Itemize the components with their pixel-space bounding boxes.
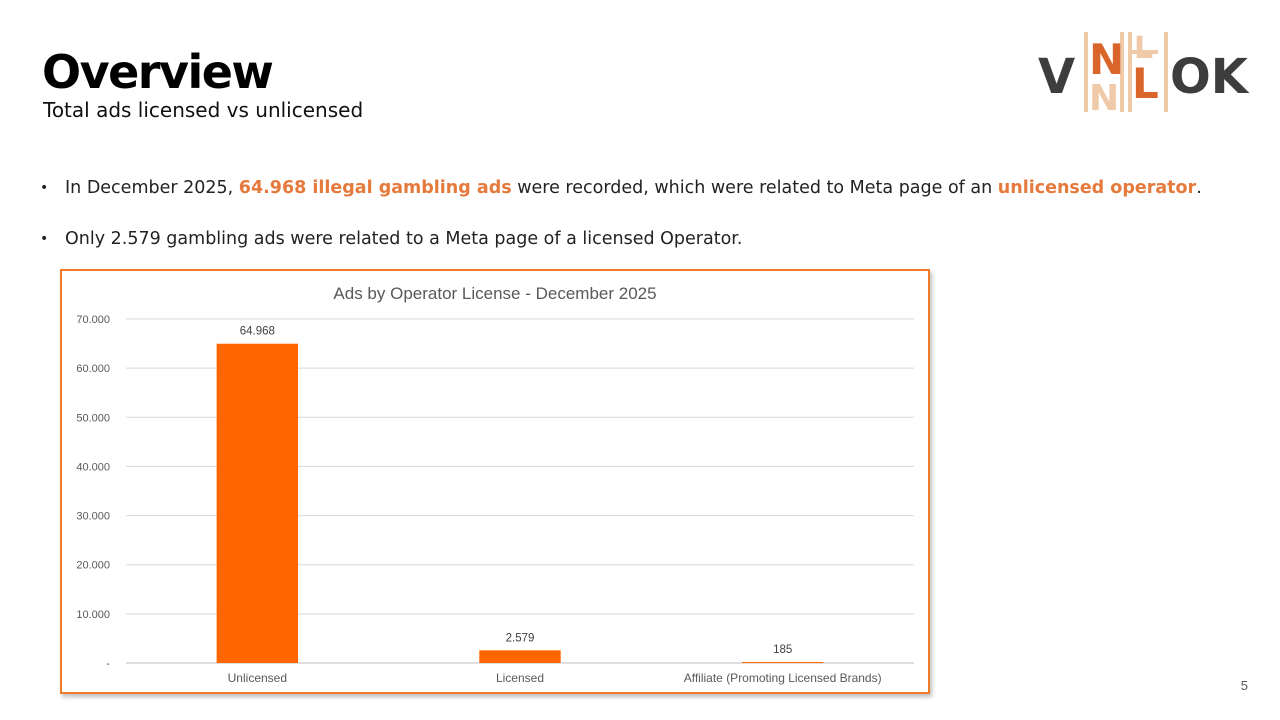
y-tick-label: 40.000 <box>76 461 110 474</box>
bar <box>479 650 560 663</box>
logo-letter-n-bottom: N <box>1089 78 1120 116</box>
x-tick-label: Licensed <box>495 671 545 685</box>
y-tick-label: 10.000 <box>76 608 110 621</box>
bullet-1-text-start: In December 2025, <box>65 178 239 198</box>
y-tick-label: 70.000 <box>76 314 110 326</box>
bar <box>742 662 823 663</box>
data-label: 185 <box>773 644 793 656</box>
logo-letter-n-top: N <box>1089 35 1125 84</box>
chart-bars <box>217 344 824 663</box>
bullet-1-highlight-count: 64.968 illegal gambling ads <box>238 178 512 198</box>
y-tick-label: 60.000 <box>76 363 110 376</box>
chart-y-axis <box>76 314 110 670</box>
logo-letters-ok: OK <box>1170 49 1248 105</box>
bullet-1-text-middle: were recorded, which were related to Meta page of an <box>511 178 998 198</box>
data-label: 2.579 <box>505 632 535 645</box>
page-subtitle: Total ads licensed vs unlicensed <box>43 98 364 122</box>
bullet-1-highlight-operator: unlicensed operator <box>997 178 1197 198</box>
x-tick-label: Affiliate (Promoting Licensed Brands) <box>683 671 882 685</box>
y-tick-label: 30.000 <box>76 510 110 523</box>
bar <box>217 344 298 663</box>
bullet-1-text-end: . <box>1196 178 1202 198</box>
y-tick-label: 50.000 <box>76 412 110 425</box>
chart-container <box>60 269 930 694</box>
bullet-2-text: Only 2.579 gambling ads were related to a Meta page of a licensed Operator. <box>65 229 743 249</box>
page-number: 5 <box>1240 678 1248 693</box>
bullet-list <box>40 175 1202 252</box>
logo-letter-l-top: L <box>1134 31 1154 66</box>
bar-chart <box>62 271 928 692</box>
chart-x-axis <box>228 671 882 685</box>
y-tick-label: 20.000 <box>76 559 110 572</box>
chart-data-labels <box>240 326 793 656</box>
data-label: 64.968 <box>239 325 275 338</box>
vnlok-logo <box>1036 30 1252 116</box>
page-title: Overview <box>42 45 273 99</box>
logo-letter-l-right: L <box>1132 59 1159 108</box>
y-tick-label: - <box>106 658 110 670</box>
bullet-item-licensed-ads <box>40 226 1202 252</box>
logo-letter-v: V <box>1038 49 1076 105</box>
chart-title: Ads by Operator License - December 2025 <box>333 284 657 303</box>
x-tick-label: Unlicensed <box>227 671 288 685</box>
bullet-item-illegal-ads <box>40 175 1202 201</box>
